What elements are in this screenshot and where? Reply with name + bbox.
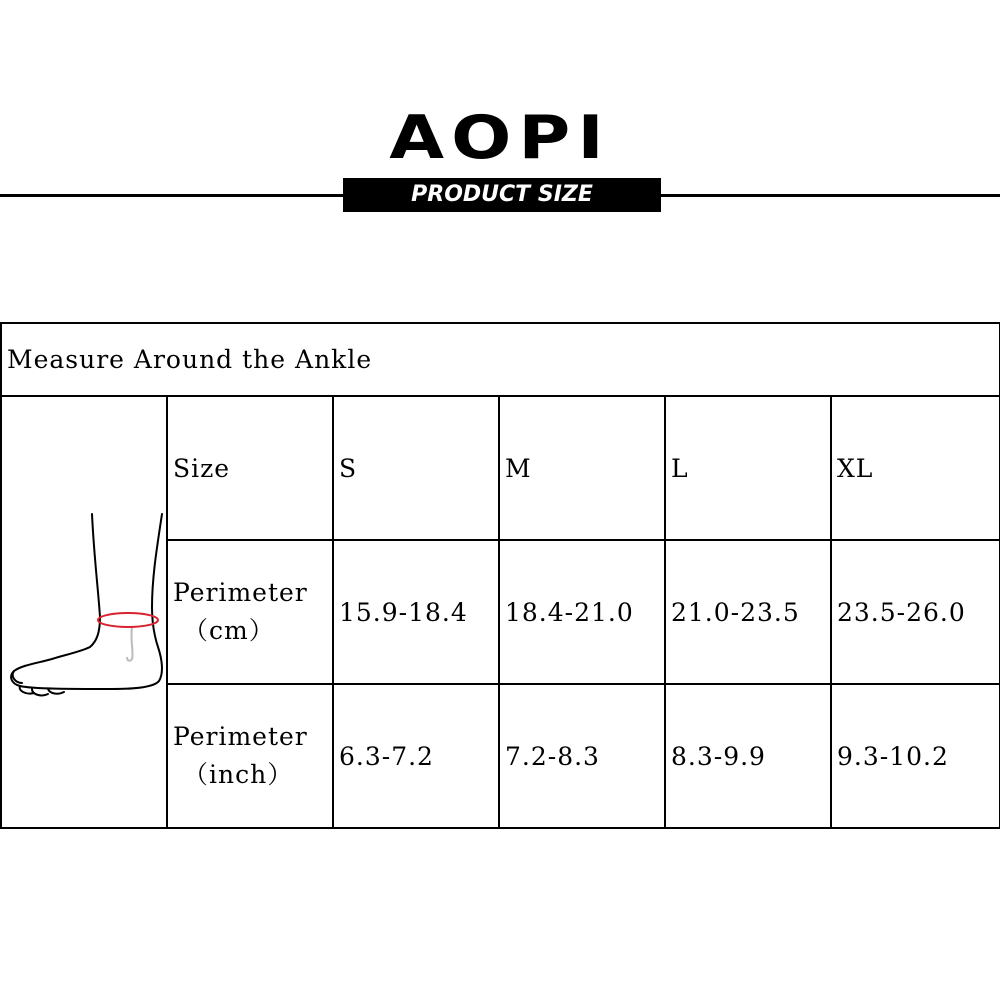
ankle-measurement-icon [2, 397, 166, 827]
table-title: Measure Around the Ankle [1, 323, 1000, 396]
size-row [1, 396, 1000, 540]
size-m: M [499, 396, 665, 540]
size-chart-table [0, 322, 1000, 829]
cm-m: 18.4-21.0 [499, 540, 665, 684]
perimeter-inch-label-line2: （inch） [183, 760, 294, 789]
cm-l: 21.0-23.5 [665, 540, 831, 684]
size-label: Size [167, 396, 333, 540]
size-l: L [665, 396, 831, 540]
perimeter-cm-label-line1: Perimeter [173, 578, 308, 607]
table-title-row [1, 323, 1000, 396]
perimeter-inch-label [167, 684, 333, 828]
inch-s: 6.3-7.2 [333, 684, 499, 828]
perimeter-cm-label [167, 540, 333, 684]
divider-right [660, 194, 1000, 197]
cm-s: 15.9-18.4 [333, 540, 499, 684]
product-size-banner: PRODUCT SIZE [343, 178, 661, 212]
size-xl: XL [831, 396, 1000, 540]
cm-xl: 23.5-26.0 [831, 540, 1000, 684]
divider-left [0, 194, 344, 197]
header [0, 0, 1000, 240]
perimeter-cm-label-line2: （cm） [183, 616, 275, 645]
inch-l: 8.3-9.9 [665, 684, 831, 828]
brand-logo: AOPI [389, 103, 611, 173]
ankle-illustration-cell [1, 396, 167, 828]
inch-m: 7.2-8.3 [499, 684, 665, 828]
size-s: S [333, 396, 499, 540]
perimeter-inch-label-line1: Perimeter [173, 722, 308, 751]
inch-xl: 9.3-10.2 [831, 684, 1000, 828]
